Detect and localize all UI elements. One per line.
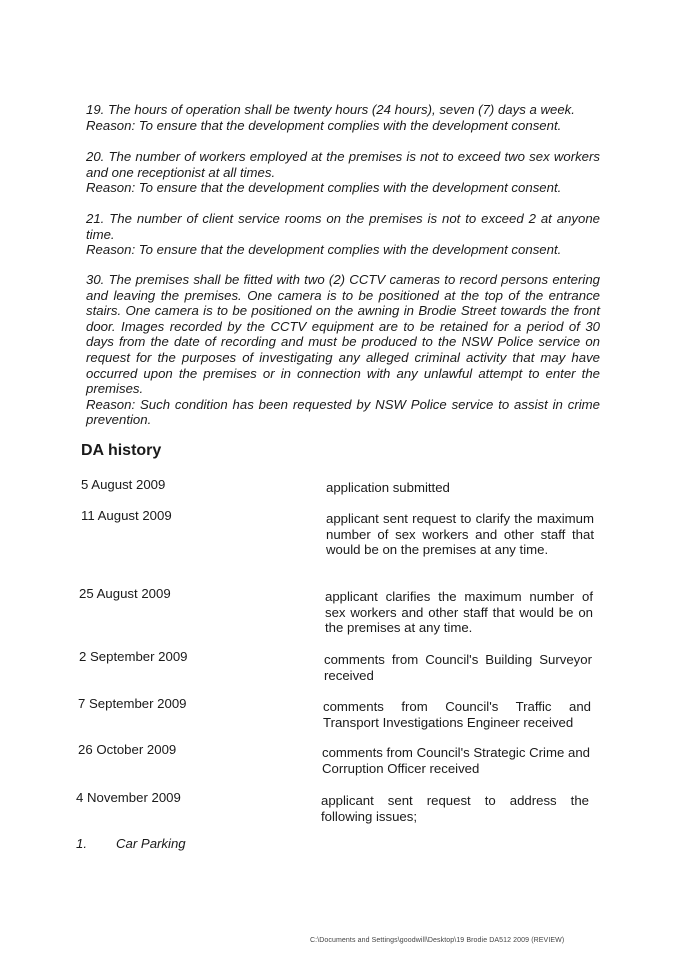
condition-reason: Reason: To ensure that the development complies with the development consent.: [86, 180, 562, 196]
history-description: application submitted: [326, 480, 450, 495]
history-description: comments from Council's Traffic and Transport Investigations Engineer received: [323, 699, 591, 730]
history-date: 11 August 2009: [81, 508, 172, 523]
condition-19: [86, 102, 600, 133]
numbered-list-item: [76, 836, 186, 852]
history-description: comments from Council's Building Surveyor received: [324, 652, 592, 683]
history-description: applicant clarifies the maximum number of sex workers and other staff that would be on the premises at any time.: [325, 589, 593, 636]
condition-21: [86, 211, 600, 258]
condition-text: 21. The number of client service rooms on the premises is not to exceed 2 at anyone time.: [86, 211, 600, 242]
condition-text: 20. The number of workers employed at the premises is not to exceed two sex workers and one receptionist at all times.: [86, 149, 600, 180]
list-label: Car Parking: [116, 836, 186, 851]
condition-text: 19. The hours of operation shall be twenty hours (24 hours), seven (7) days a week.: [86, 102, 575, 117]
history-date: 26 October 2009: [78, 742, 177, 757]
list-number: 1.: [76, 836, 87, 851]
history-description: applicant sent request to clarify the maximum number of sex workers and other staff that would be on the premises at any time.: [326, 511, 594, 558]
history-description: applicant sent request to address the following issues;: [321, 793, 589, 824]
condition-reason: Reason: Such condition has been requested by NSW Police service to assist in crime prevention.: [86, 396, 600, 428]
history-date: 7 September 2009: [78, 696, 187, 711]
condition-20: [86, 149, 600, 196]
history-date: 25 August 2009: [79, 586, 171, 601]
condition-30: [86, 272, 600, 428]
history-date: 4 November 2009: [76, 790, 181, 805]
history-description: comments from Council's Strategic Crime and Corruption Officer received: [322, 745, 590, 776]
condition-reason: Reason: To ensure that the development complies with the development consent.: [86, 117, 562, 133]
condition-reason: Reason: To ensure that the development complies with the development consent.: [86, 242, 562, 258]
history-date: 5 August 2009: [81, 477, 166, 492]
history-date: 2 September 2009: [79, 649, 188, 664]
section-heading: DA history: [81, 442, 162, 459]
file-path-footer: C:\Documents and Settings\goodwill\Desktop\19 Brodie DA512 2009 (REVIEW): [310, 937, 565, 944]
condition-text: 30. The premises shall be fitted with two (2) CCTV cameras to record persons entering and leaving the premises. One camera is to be positioned at the top of the entrance stairs. One camera is to be positioned on the awning in Brodie Street towards the front door. Images recorded by the CCTV equipment are to be retained for a period of 30 days from the date of recording and must be produced to the NSW Police service on request for the purposes of investigating any alleged criminal activity that may have occurred upon the premises or in connection with any unlawful attempt to enter the premises.: [86, 272, 600, 397]
